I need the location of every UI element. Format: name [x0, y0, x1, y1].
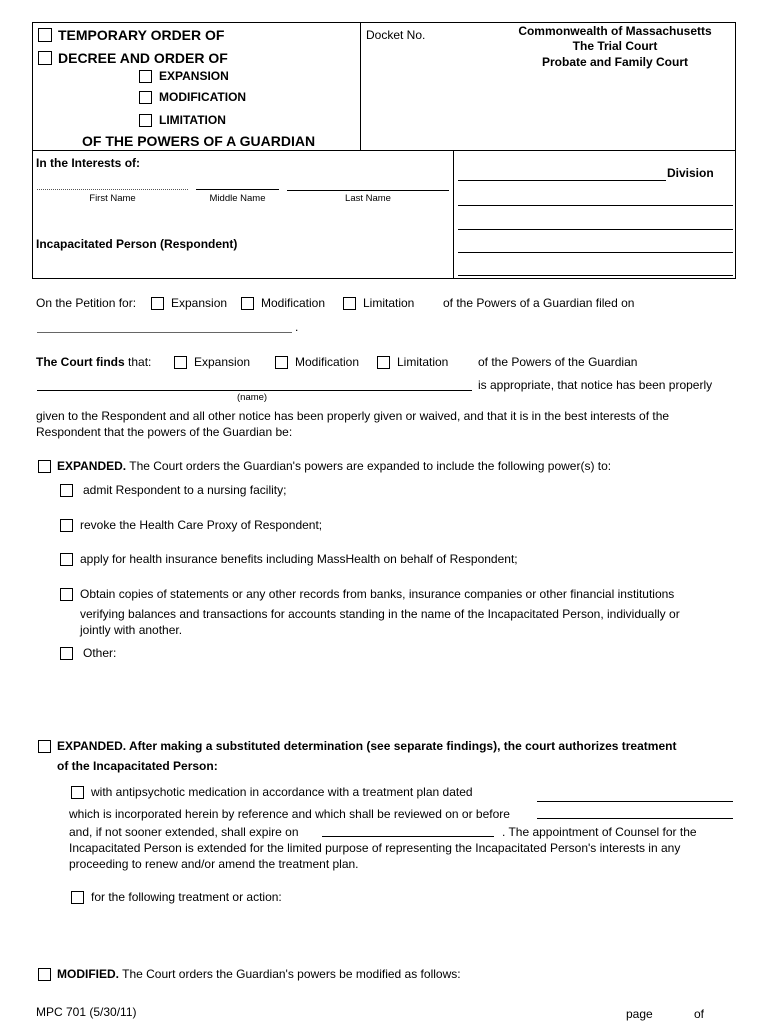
findings-prefix-rest: that: — [124, 355, 152, 369]
header-divider-3 — [453, 150, 454, 279]
header-divider-1 — [360, 22, 361, 150]
findings-para-line-2: Respondent that the powers of the Guardian be: — [36, 425, 293, 439]
address-line-1[interactable] — [458, 205, 733, 206]
findings-appropriate: is appropriate, that notice has been properly — [478, 378, 713, 392]
modified-title-rest: The Court orders the Guardian's powers be modified as follows: — [119, 967, 461, 981]
findings-limitation-checkbox[interactable] — [377, 356, 390, 369]
findings-expansion-checkbox[interactable] — [174, 356, 187, 369]
header-limitation-checkbox[interactable] — [139, 114, 152, 127]
findings-suffix: of the Powers of the Guardian — [478, 355, 638, 369]
division-field[interactable] — [458, 180, 666, 181]
modified-title — [57, 967, 461, 981]
findings-para-line-1: given to the Respondent and all other notice has been properly given or waived, and that it is in the best interests of the — [36, 409, 670, 423]
health-insurance-checkbox[interactable] — [60, 553, 73, 566]
health-care-proxy-checkbox[interactable] — [60, 519, 73, 532]
nursing-facility-checkbox[interactable] — [60, 484, 73, 497]
financial-records-line-2: verifying balances and transactions for accounts standing in the name of the Incapacitated Person, individually or — [80, 607, 680, 621]
other-treatment-checkbox[interactable] — [71, 891, 84, 904]
header-expansion-checkbox[interactable] — [139, 70, 152, 83]
petition-period: . — [295, 320, 299, 334]
antipsychotic-checkbox[interactable] — [71, 786, 84, 799]
petition-suffix: of the Powers of a Guardian filed on — [443, 296, 635, 310]
header-expansion-label: EXPANSION — [159, 69, 229, 83]
temporary-order-label: TEMPORARY ORDER OF — [58, 27, 225, 43]
other-power-label: Other: — [83, 646, 117, 660]
financial-records-line-3: jointly with another. — [80, 623, 183, 637]
page-of-label: of — [694, 1007, 705, 1021]
address-line-2[interactable] — [458, 229, 733, 230]
expanded-treatment-title-1: EXPANDED. After making a substituted determination (see separate findings), the court authorizes treatment — [57, 739, 677, 753]
other-treatment-label: for the following treatment or action: — [91, 890, 282, 904]
petition-limitation-checkbox[interactable] — [343, 297, 356, 310]
treatment-plan-date-field[interactable] — [537, 801, 733, 802]
last-name-field[interactable] — [287, 190, 449, 191]
name-caption: (name) — [237, 392, 268, 403]
expanded-treatment-title-2: of the Incapacitated Person: — [57, 759, 218, 773]
petition-limitation-label: Limitation — [363, 296, 415, 310]
expanded-treatment-checkbox[interactable] — [38, 740, 51, 753]
court-line-1: Commonwealth of Massachusetts — [518, 24, 712, 38]
modified-title-bold: MODIFIED. — [57, 967, 119, 981]
petition-modification-label: Modification — [261, 296, 326, 310]
findings-limitation-label: Limitation — [397, 355, 449, 369]
expanded-powers-title-bold: EXPANDED. — [57, 459, 127, 473]
docket-label: Docket No. — [366, 28, 426, 42]
interests-label: In the Interests of: — [36, 156, 141, 170]
last-name-caption: Last Name — [345, 193, 391, 204]
court-line-3: Probate and Family Court — [541, 55, 689, 69]
court-line-2: The Trial Court — [572, 39, 658, 53]
financial-records-checkbox[interactable] — [60, 588, 73, 601]
petition-modification-checkbox[interactable] — [241, 297, 254, 310]
findings-prefix-bold: The Court finds — [36, 355, 125, 369]
docket-field[interactable] — [430, 24, 490, 44]
header-modification-label: MODIFICATION — [159, 90, 247, 104]
decree-order-checkbox[interactable] — [38, 51, 52, 65]
expanded-powers-title-rest: The Court orders the Guardian's powers are expanded to include the following power(s) to: — [126, 459, 612, 473]
modified-checkbox[interactable] — [38, 968, 51, 981]
address-line-3[interactable] — [458, 252, 733, 253]
findings-prefix — [36, 355, 151, 369]
first-name-field[interactable] — [37, 189, 188, 190]
middle-name-caption: Middle Name — [209, 193, 266, 204]
expire-date-field[interactable] — [322, 836, 494, 837]
treatment-para-line-2: Incapacitated Person is extended for the limited purpose of representing the Incapacitated Person's interests in any — [69, 841, 681, 855]
health-insurance-label: apply for health insurance benefits including MassHealth on behalf of Respondent; — [80, 552, 518, 566]
treatment-para-line-3: proceeding to renew and/or amend the treatment plan. — [69, 857, 359, 871]
header-divider-2 — [32, 150, 736, 151]
address-line-4[interactable] — [458, 275, 733, 276]
form-id: MPC 701 (5/30/11) — [36, 1005, 137, 1019]
decree-order-label: DECREE AND ORDER OF — [58, 50, 228, 66]
financial-records-line-1: Obtain copies of statements or any other records from banks, insurance companies or other financial institutions — [80, 587, 675, 601]
findings-modification-checkbox[interactable] — [275, 356, 288, 369]
review-date-field[interactable] — [537, 818, 733, 819]
respondent-label: Incapacitated Person (Respondent) — [36, 237, 238, 251]
temporary-order-checkbox[interactable] — [38, 28, 52, 42]
petition-prefix: On the Petition for: — [36, 296, 137, 310]
page-label: page — [626, 1007, 653, 1021]
nursing-facility-label: admit Respondent to a nursing facility; — [83, 483, 287, 497]
first-name-caption: First Name — [89, 193, 136, 204]
header-modification-checkbox[interactable] — [139, 91, 152, 104]
findings-expansion-label: Expansion — [194, 355, 251, 369]
findings-modification-label: Modification — [295, 355, 360, 369]
division-label: Division — [667, 166, 714, 180]
antipsychotic-label: with antipsychotic medication in accordance with a treatment plan dated — [91, 785, 473, 799]
health-care-proxy-label: revoke the Health Care Proxy of Respondent; — [80, 518, 323, 532]
powers-title: OF THE POWERS OF A GUARDIAN — [82, 133, 316, 149]
petition-expansion-checkbox[interactable] — [151, 297, 164, 310]
incorporated-text: which is incorporated herein by reference and which shall be reviewed on or before — [69, 807, 510, 821]
petition-expansion-label: Expansion — [171, 296, 228, 310]
header-limitation-label: LIMITATION — [159, 113, 226, 127]
middle-name-field[interactable] — [196, 189, 279, 190]
expire-on-text: and, if not sooner extended, shall expire on — [69, 825, 299, 839]
expanded-powers-title — [57, 459, 611, 473]
appointment-text: . The appointment of Counsel for the — [502, 825, 697, 839]
petition-date-field[interactable] — [37, 332, 292, 333]
expanded-powers-checkbox[interactable] — [38, 460, 51, 473]
other-power-checkbox[interactable] — [60, 647, 73, 660]
